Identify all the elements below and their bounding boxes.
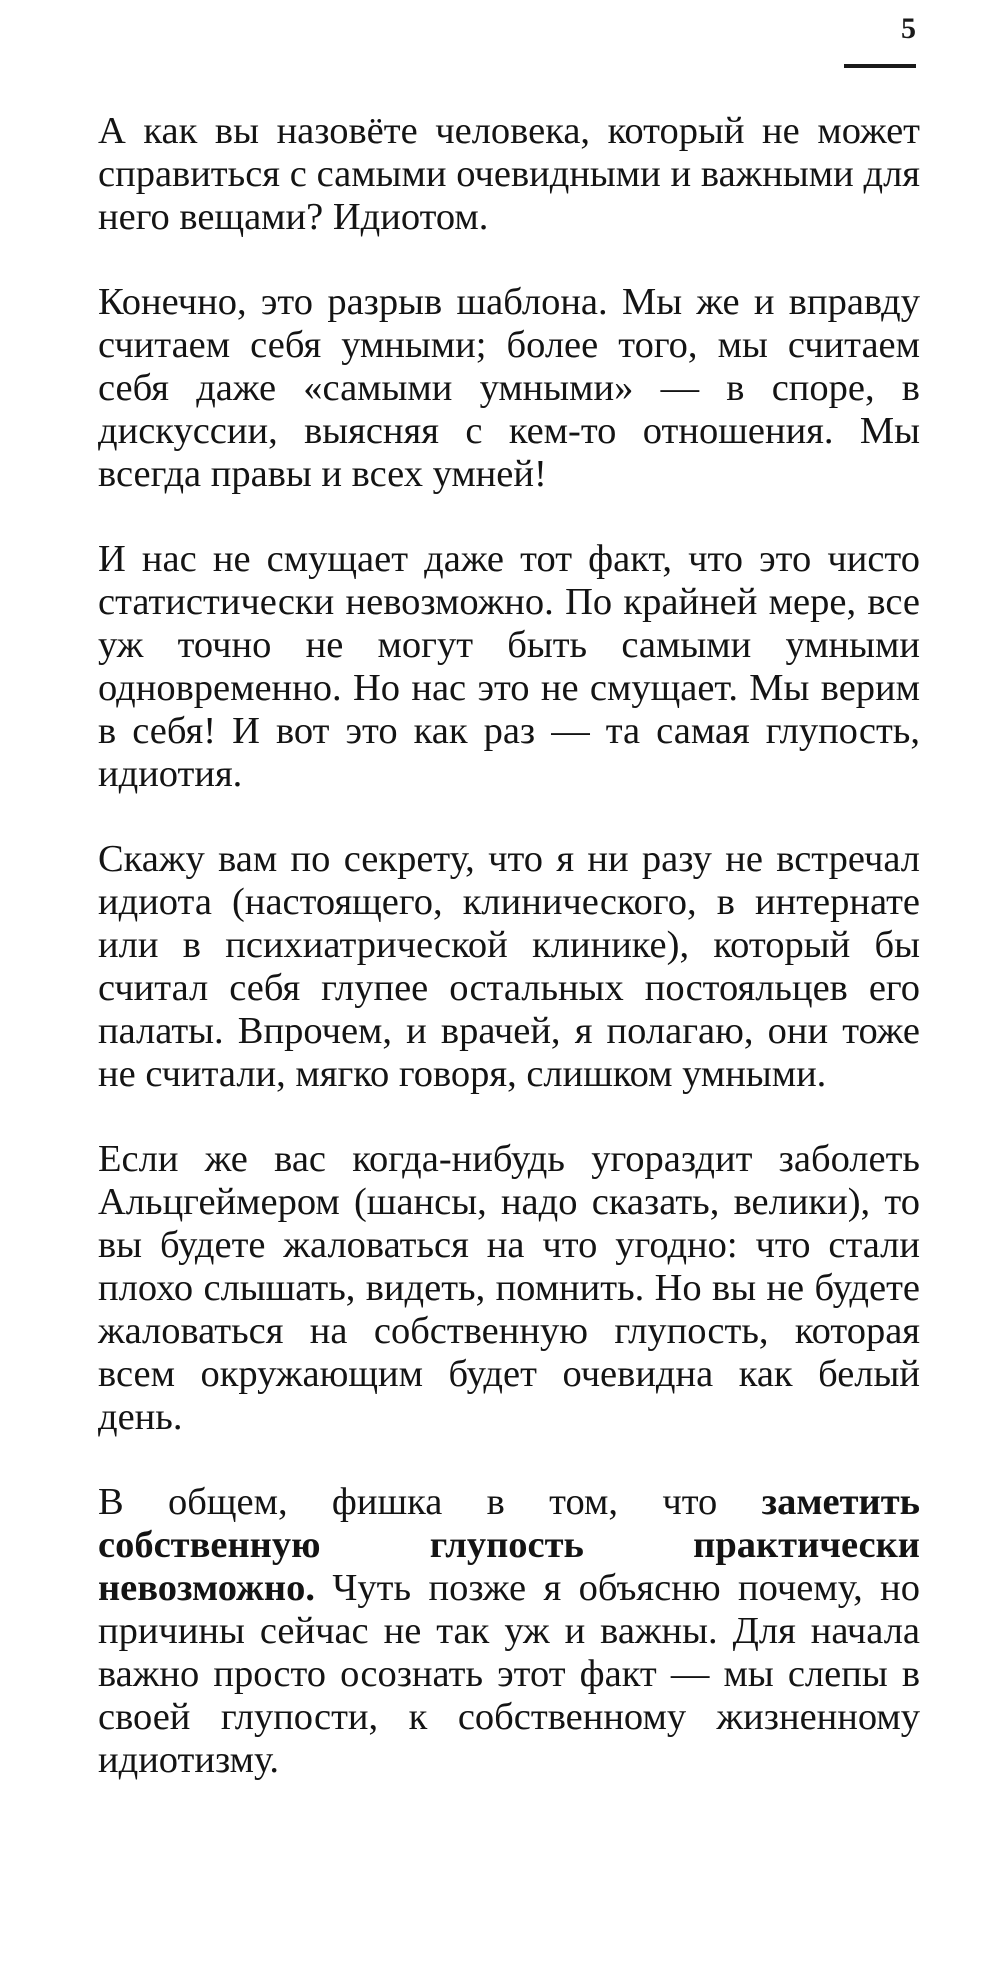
paragraph-conclusion bbox=[98, 1481, 920, 1782]
paragraph: А как вы назовёте человека, который не может справиться с самыми очевидными и важными для него вещами? Идиотом. bbox=[98, 110, 920, 238]
paragraph: И нас не смущает даже тот факт, что это чисто статистически невозможно. По крайней мере, все уж точно не могут быть самыми умными одновременно. Но нас это не смущает. Мы верим в себя! И вот это как раз — та самая глупость, идиотия. bbox=[98, 538, 920, 795]
paragraph-lead-text: В общем, фишка в том, что bbox=[98, 1481, 762, 1523]
page-header bbox=[836, 14, 916, 68]
paragraph: Конечно, это разрыв шаблона. Мы же и вправду считаем себя умными; более того, мы считаем себя даже «самыми умными» — в споре, в дискуссии, выясняя с кем-то отношения. Мы всегда правы и всех умней! bbox=[98, 281, 920, 495]
paragraph: Если же вас когда-нибудь угораздит заболеть Альцгеймером (шансы, надо сказать, велики), то вы будете жаловаться на что угодно: что стали плохо слышать, видеть, помнить. Но вы не будете жаловаться на собственную глупость, которая всем окружающим будет очевидна как белый день. bbox=[98, 1138, 920, 1438]
emphasized-text: заметить собственную глупость практически невозможно. bbox=[98, 1481, 920, 1609]
body-text bbox=[98, 110, 920, 1824]
page-number: 5 bbox=[901, 12, 916, 45]
paragraph: Скажу вам по секрету, что я ни разу не встречал идиота (настоящего, клинического, в интернате или в психиатрической клинике), который бы считал себя глупее остальных постояльцев его палаты. Впрочем, и врачей, я полагаю, они тоже не считали, мягко говоря, слишком умными. bbox=[98, 838, 920, 1095]
page-number-rule bbox=[844, 64, 916, 68]
paragraph-rest-text: Чуть позже я объясню почему, но причины сейчас не так уж и важны. Для начала важно просто осознать этот факт — мы слепы в своей глупости, к собственному жизненному идиотизму. bbox=[98, 1567, 920, 1781]
